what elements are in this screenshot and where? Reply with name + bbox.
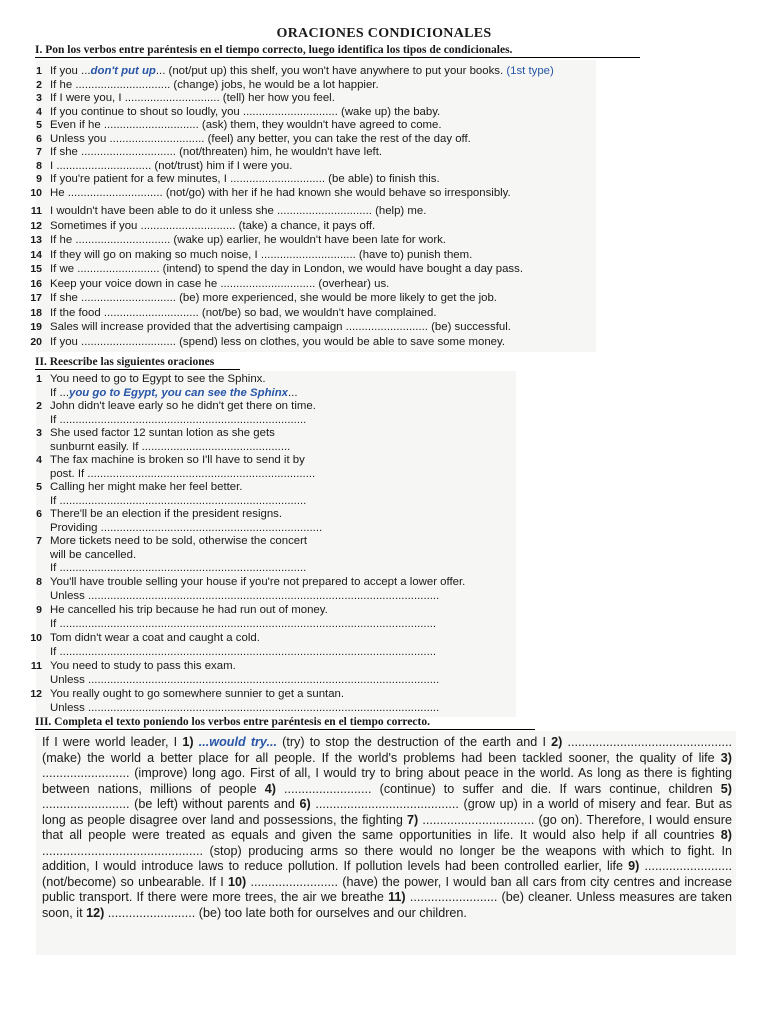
- exercise-1-item: [28, 220, 375, 234]
- paragraph-text: ......................... (not/become) so unbearable. If I: [42, 859, 732, 889]
- paragraph-text: ......................... (be) cleaner. Unless measures are taken soon, it: [42, 890, 732, 920]
- item-text: Unless you .............................. (feel) any better, you can take the rest of the day off.: [50, 132, 471, 145]
- item-text: There'll be an election if the president resigns.: [50, 508, 283, 520]
- item-text: ... (not/put up) this shelf, you won't have anywhere to put your books.: [155, 65, 504, 77]
- exercise-2-item: [28, 427, 290, 454]
- item-text: If ...: [50, 386, 69, 399]
- item-number: 11: [30, 205, 42, 217]
- item-text: Calling her might make her feel better.: [50, 481, 243, 493]
- item-text: If he .............................. (change) jobs, he would be a lot happier.: [50, 78, 379, 91]
- type-note: (1st type): [506, 65, 554, 77]
- answer-line: If ..............................................................................: [50, 494, 307, 507]
- item-text: If you continue to shout so loudly, you .............................. (wake up) the baby.: [50, 105, 441, 118]
- paragraph-text: ......................... (improve) long ago. First of all, I would try to bring about peace in the world. As long as there is fighting between nations, millions of people: [42, 766, 732, 796]
- item-number: 3: [36, 427, 42, 439]
- answer-line: If .......................................................................................................................: [50, 645, 437, 658]
- exercise-1-item: [28, 205, 426, 219]
- item-number: 4: [36, 454, 42, 466]
- gap-number: 12): [86, 905, 105, 920]
- gap-number: 10): [228, 874, 247, 889]
- answer-line: Unless ...............................................................................................................: [50, 701, 440, 714]
- exercise-2-item: [28, 373, 297, 400]
- answer-line: If ..............................................................................: [50, 413, 307, 426]
- item-number: 15: [30, 263, 42, 275]
- item-number: 8: [36, 576, 42, 588]
- item-number: 5: [36, 119, 42, 131]
- item-number: 19: [30, 321, 42, 333]
- item-text: Tom didn't wear a coat and caught a cold.: [50, 632, 260, 644]
- exercise-1-item: [28, 65, 554, 79]
- item-number: 2: [36, 78, 42, 91]
- item-number: 12: [30, 219, 42, 232]
- exercise-1-item: [28, 307, 437, 321]
- item-number: 9: [36, 173, 42, 185]
- exercise-2-item: [28, 400, 316, 427]
- item-number: 7: [36, 146, 42, 158]
- item-text: Even if he .............................. (ask) them, they wouldn't have agreed to come.: [50, 119, 442, 131]
- item-text: If I were you, I .............................. (tell) her how you feel.: [50, 92, 335, 104]
- exercise-1-item: [28, 119, 442, 133]
- exercise-1-item: [28, 278, 389, 292]
- item-number: 10: [30, 186, 42, 199]
- item-number: 7: [36, 535, 42, 547]
- exercise-1-item: [28, 249, 472, 263]
- item-text: If the food .............................. (not/be) so bad, we wouldn't have complained.: [50, 306, 437, 319]
- item-number: 4: [36, 105, 42, 118]
- item-text: If she .............................. (be) more experienced, she would be more likely to get the job.: [50, 292, 497, 304]
- item-number: 5: [36, 481, 42, 493]
- paragraph-text: ......................... (be) too late both for ourselves and our children.: [104, 905, 467, 920]
- item-text: ...: [287, 386, 298, 399]
- answer-line: If ..............................................................................: [50, 562, 307, 575]
- exercise-1-item: [28, 234, 446, 248]
- item-number: 3: [36, 92, 42, 104]
- item-number: 1: [36, 65, 42, 77]
- item-text: If you ...: [50, 65, 91, 77]
- item-text: Keep your voice down in case he .............................. (overhear) us.: [50, 277, 390, 290]
- gap-number: 6): [299, 797, 311, 811]
- item-text: If you .............................. (spend) less on clothes, you would be able to save some money.: [50, 335, 505, 348]
- answer-line: sunburnt easily. If ...............................................: [50, 440, 291, 453]
- item-text: If you're patient for a few minutes, I .............................. (be able) to finish this.: [50, 173, 440, 185]
- item-text: You need to go to Egypt to see the Sphinx.: [50, 373, 266, 385]
- exercise-1-item: [28, 160, 292, 174]
- gap-number: 2): [551, 735, 563, 749]
- item-number: 6: [36, 132, 42, 145]
- item-number: 16: [30, 277, 42, 290]
- answer-line: Providing ......................................................................: [50, 521, 323, 534]
- item-text: Sales will increase provided that the advertising campaign .......................... (be) successful.: [50, 321, 511, 333]
- item-text: He cancelled his trip because he had run out of money.: [50, 604, 328, 616]
- gap-number: 11): [388, 890, 406, 904]
- exercise-1-item: [28, 321, 511, 335]
- item-number: 20: [30, 335, 42, 348]
- item-text: You really ought to go somewhere sunnier to get a suntan.: [50, 688, 345, 700]
- page-title: ORACIONES CONDICIONALES: [276, 26, 492, 41]
- exercise-2-item: [28, 660, 439, 687]
- item-number: 6: [36, 508, 42, 520]
- gap-number: 8): [720, 828, 732, 842]
- section-1-heading: I. Pon los verbos entre paréntesis en el tiempo correcto, luego identifica los tipos de condicionales.: [35, 44, 640, 58]
- item-number: 17: [30, 292, 42, 304]
- gap-number: 3): [720, 750, 732, 765]
- paragraph-text: If I were world leader, I: [42, 735, 183, 749]
- exercise-1-item: [28, 187, 511, 201]
- fill-in-paragraph: [42, 735, 732, 921]
- paragraph-text: ......................................... (grow up) in a world of misery and fear. But as long as people disagree over land and possessions, the fighting: [42, 797, 732, 827]
- answer-line: If .......................................................................................................................: [50, 617, 437, 630]
- handwritten-answer: ...would try...: [193, 735, 277, 749]
- gap-number: 5): [720, 781, 732, 796]
- item-text: I wouldn't have been able to do it unless she .............................. (help) me.: [50, 205, 427, 217]
- section-2-heading: II. Reescribe las siguientes oraciones: [35, 356, 240, 370]
- answer-line: post. If ........................................................................: [50, 467, 316, 480]
- item-number: 2: [36, 400, 42, 412]
- paragraph-text: .............................................. (stop) producing arms so there would no longer be the weapons with which to fight. In addition, I would introduce laws to reduce pollution. If pollution levels had been controlled earlier, life: [42, 843, 732, 873]
- exercise-2-item: [28, 481, 306, 508]
- item-text: You'll have trouble selling your house if you're not prepared to accept a lower offer.: [50, 576, 466, 588]
- item-number: 9: [36, 604, 42, 616]
- item-text: If they will go on making so much noise, I .............................. (have to) punish them.: [50, 248, 473, 261]
- exercise-1-item: [28, 292, 497, 306]
- exercise-2-item: [28, 688, 439, 715]
- exercise-2-item: [28, 632, 436, 659]
- paragraph-text: (try) to stop the destruction of the earth and I: [276, 735, 552, 749]
- item-number: 12: [30, 688, 42, 700]
- exercise-2-item: [28, 508, 322, 535]
- exercise-2-item: [28, 604, 436, 631]
- exercise-1-item: [28, 79, 379, 93]
- item-text: If she .............................. (not/threaten) him, he wouldn't have left.: [50, 146, 383, 158]
- exercise-1-item: [28, 106, 440, 120]
- item-number: 18: [30, 306, 42, 319]
- paragraph-text: ......................... (continue) to suffer and die. If wars continue, children: [275, 781, 721, 796]
- item-number: 8: [36, 159, 42, 172]
- answer-line: Unless ...............................................................................................................: [50, 673, 440, 686]
- paragraph-text: ................................ (go on). Therefore, I would ensure that all people were treated as equals and given the same opportunities in life. It would also help if all countries: [42, 812, 732, 842]
- exercise-2-item: [28, 454, 315, 481]
- exercise-1-item: [28, 336, 505, 350]
- item-text: More tickets need to be sold, otherwise the concert: [50, 535, 308, 547]
- exercise-1-item: [28, 92, 335, 106]
- item-text: Sometimes if you .............................. (take) a chance, it pays off.: [50, 219, 376, 232]
- exercise-1-item: [28, 133, 471, 147]
- item-number: 10: [30, 632, 42, 644]
- item-number: 1: [36, 373, 42, 385]
- item-text: She used factor 12 suntan lotion as she gets: [50, 427, 275, 439]
- item-text: He .............................. (not/go) with her if he had known she would behave so irresponsibly.: [50, 186, 511, 199]
- item-text: If we .......................... (intend) to spend the day in London, we would have bought a day pass.: [50, 263, 523, 275]
- section-3-heading: III. Completa el texto poniendo los verbos entre paréntesis en el tiempo correcto.: [35, 716, 535, 730]
- gap-number: 4): [264, 781, 276, 796]
- handwritten-answer: you go to Egypt, you can see the Sphinx: [69, 386, 288, 399]
- paragraph-text: ......................... (have) the power, I would ban all cars from city centres and increase public transport. If there were more trees, the air we breathe: [42, 874, 732, 904]
- exercise-1-item: [28, 263, 523, 277]
- handwritten-answer: don't put up: [90, 65, 156, 77]
- paragraph-text: ......................... (be left) without parents and: [42, 797, 300, 811]
- item-text: If he .............................. (wake up) earlier, he wouldn't have been late for work.: [50, 234, 446, 246]
- exercise-2-item: [28, 576, 465, 603]
- item-text: You need to study to pass this exam.: [50, 660, 236, 672]
- item-text: John didn't leave early so he didn't get there on time.: [50, 400, 316, 412]
- item-text: will be cancelled.: [50, 548, 137, 561]
- exercise-2-item: [28, 535, 307, 576]
- exercise-1-item: [28, 173, 440, 187]
- paragraph-text: ............................................... (make) the world a better place for all people. If the world's problems had been tackled sooner, the quality of life: [42, 735, 732, 765]
- item-text: I .............................. (not/trust) him if I were you.: [50, 159, 293, 172]
- exercise-1-item: [28, 146, 382, 160]
- gap-number: 7): [407, 812, 419, 827]
- item-number: 14: [30, 248, 42, 261]
- gap-number: 9): [628, 859, 640, 873]
- gap-number: 1): [182, 735, 194, 749]
- answer-line: Unless ...............................................................................................................: [50, 589, 440, 602]
- item-number: 11: [30, 660, 42, 672]
- item-text: The fax machine is broken so I'll have to send it by: [50, 454, 305, 466]
- item-number: 13: [30, 234, 42, 246]
